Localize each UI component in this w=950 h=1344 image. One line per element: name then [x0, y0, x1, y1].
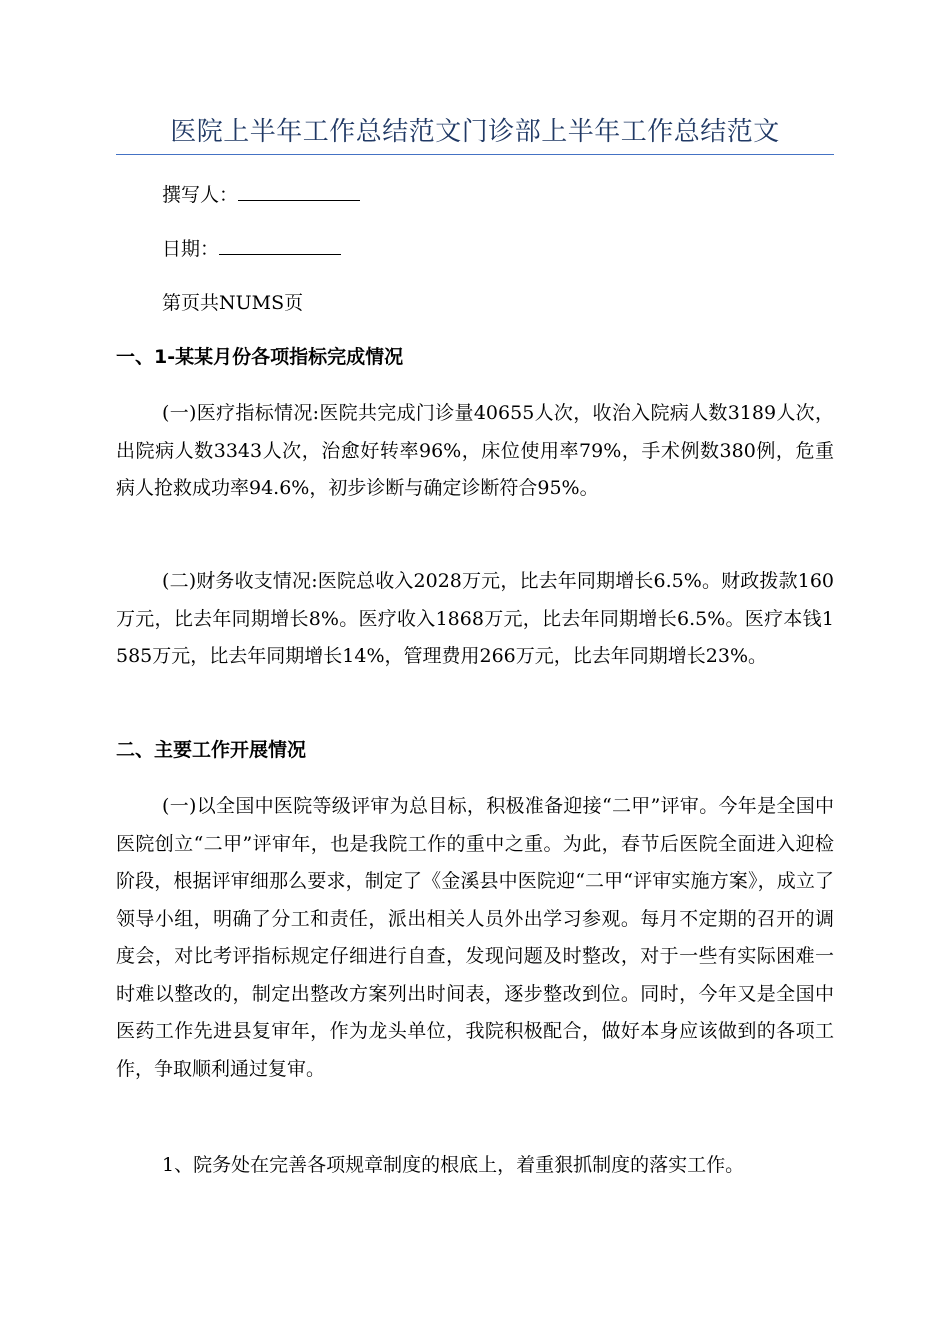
author-line	[162, 181, 360, 209]
date-label: 日期：	[162, 238, 220, 260]
section-heading-1: 一、1-某某月份各项指标完成情况	[116, 346, 404, 368]
paragraph-evaluation: (一)以全国中医院等级评审为总目标，积极准备迎接“二甲”评审。今年是全国中医院创立“二甲”评审年，也是我院工作的重中之重。为此，春节后医院全面进入迎检阶段，根据评审细那么要求，制定了《金溪县中医院迎“二甲“评审实施方案》，成立了领导小组，明确了分工和责任，派出相关人员外出学习参观。每月不定期的召开的调度会，对比考评指标规定仔细进行自查，发现问题及时整改，对于一些有实际困难一时难以整改的，制定出整改方案列出时间表，逐步整改到位。同时，今年又是全国中医药工作先进县复审年，作为龙头单位，我院积极配合，做好本身应该做到的各项工作，争取顺利通过复审。	[116, 795, 834, 1080]
paragraph-financial: (二)财务收支情况:医院总收入2028万元，比去年同期增长6.5%。财政拨款160万元，比去年同期增长8%。医疗收入1868万元，比去年同期增长6.5%。医疗本钱1585万元，比去年同期增长14%，管理费用266万元，比去年同期增长23%。	[116, 570, 834, 667]
document-title: 医院上半年工作总结范文门诊部上半年工作总结范文	[170, 117, 780, 147]
paragraph-medical-indicators: (一)医疗指标情况:医院共完成门诊量40655人次，收治入院病人数3189人次，出院病人数3343人次，治愈好转率96%，床位使用率79%，手术例数380例，危重病人抢救成功率94.6%，初步诊断与确定诊断符合95%。	[116, 402, 834, 499]
title-underline	[116, 154, 834, 155]
date-blank-field	[219, 236, 341, 255]
author-blank-field	[238, 182, 360, 201]
section-heading-2: 二、主要工作开展情况	[116, 739, 307, 761]
page-count: 第页共NUMS页	[162, 292, 304, 314]
paragraph-regulations: 1、院务处在完善各项规章制度的根底上，着重狠抓制度的落实工作。	[162, 1154, 745, 1176]
author-label: 撰写人：	[162, 184, 239, 206]
date-line	[162, 235, 341, 263]
